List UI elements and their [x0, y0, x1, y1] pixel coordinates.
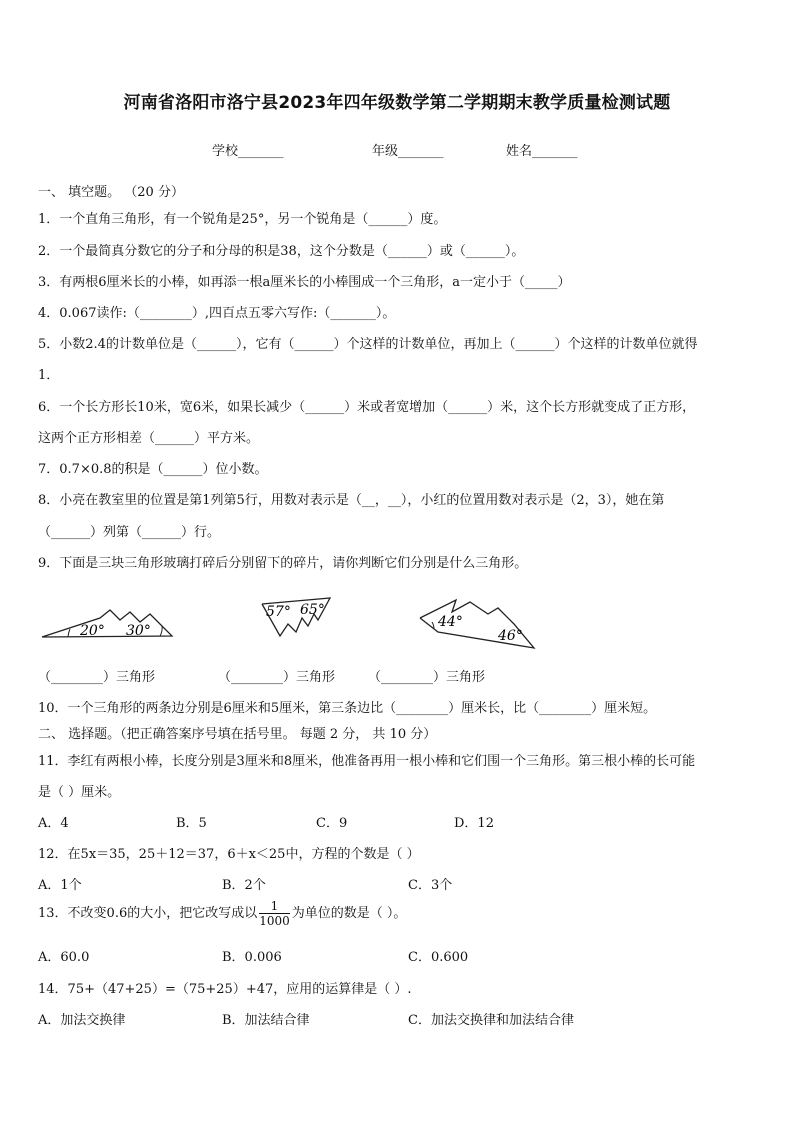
question-6: 6．一个长方形长10米，宽6米，如果长减少（______）米或者宽增加（______）米，这个长方形就变成了正方形，	[38, 400, 696, 415]
q9-answer-3: （________）三角形	[368, 670, 486, 685]
question-5-cont: 1．	[38, 368, 60, 383]
q14-option-c: C．加法交换律和加法结合律	[408, 1013, 574, 1028]
shard-2-angle-b: 65°	[300, 602, 325, 618]
question-1: 1．一个直角三角形，有一个锐角是25°，另一个锐角是（______）度。	[38, 212, 447, 227]
q11-option-b: B．5	[176, 816, 207, 831]
q13-option-a: A．60.0	[38, 950, 90, 965]
q13-text-after: 为单位的数是（ ）。	[291, 906, 407, 921]
q11-option-a: A．4	[38, 816, 69, 831]
q14-option-a: A．加法交换律	[38, 1013, 126, 1028]
triangle-shard-1	[40, 598, 180, 644]
q13-option-b: B．0.006	[222, 950, 282, 965]
shard-3-angle-b: 46°	[498, 628, 523, 644]
section-2-heading: 二、 选择题。（把正确答案序号填在括号里。 每题 2 分， 共 10 分）	[38, 727, 437, 742]
question-14: 14．75+（47+25）=（75+25）+47，应用的运算律是（ ）.	[38, 982, 412, 997]
question-11-cont: 是（ ）厘米。	[38, 785, 121, 800]
question-9: 9．下面是三块三角形玻璃打碎后分别留下的碎片，请你判断它们分别是什么三角形。	[38, 556, 528, 571]
q13-numerator: 1	[259, 899, 290, 914]
shard-2-angle-a: 57°	[266, 604, 291, 620]
triangle-shard-3	[418, 596, 538, 650]
q12-option-b: B．2个	[222, 878, 266, 893]
question-10: 10．一个三角形的两条边分别是6厘米和5厘米，第三条边比（________）厘米长，比（________）厘米短。	[38, 701, 657, 716]
name-field: 姓名_______	[506, 144, 578, 159]
q12-option-c: C．3个	[408, 878, 453, 893]
question-5: 5．小数2.4的计数单位是（______），它有（______）个这样的计数单位，再加上（______）个这样的计数单位就得	[38, 337, 698, 352]
q11-option-d: D．12	[454, 816, 494, 831]
q13-option-c: C．0.600	[408, 950, 469, 965]
q11-option-c: C．9	[316, 816, 348, 831]
shard-1-angle-a: 20°	[80, 623, 105, 639]
school-field: 学校_______	[212, 144, 284, 159]
q9-answer-1: （________）三角形	[38, 670, 156, 685]
question-11: 11．李红有两根小棒，长度分别是3厘米和8厘米，他准备再用一根小棒和它们围一个三角形。第三根小棒的长可能	[38, 754, 696, 769]
shard-3-angle-a: 44°	[438, 614, 463, 630]
q14-option-b: B．加法结合律	[222, 1013, 310, 1028]
question-2: 2．一个最简真分数它的分子和分母的积是38，这个分数是（______）或（______）。	[38, 244, 525, 259]
question-13	[38, 899, 406, 928]
question-8-cont: （______）列第（______）行。	[38, 525, 221, 540]
triangle-shard-2	[258, 596, 334, 640]
shard-1-angle-b: 30°	[126, 623, 151, 639]
section-1-heading: 一、 填空题。 （20 分）	[38, 185, 184, 200]
q13-fraction	[259, 899, 290, 928]
question-7: 7．0.7×0.8的积是（______）位小数。	[38, 462, 268, 477]
q12-option-a: A．1个	[38, 878, 82, 893]
question-4: 4．0.067读作:（________）,四百点五零六写作:（_______）。	[38, 306, 396, 321]
question-8: 8．小亮在教室里的位置是第1列第5行，用数对表示是（__，__），小红的位置用数对表示是（2，3），她在第	[38, 493, 665, 508]
page-title: 河南省洛阳市洛宁县2023年四年级数学第二学期期末教学质量检测试题	[123, 93, 671, 113]
q13-denominator: 1000	[259, 914, 290, 928]
question-12: 12．在5x＝35，25＋12＝37，6＋x＜25中，方程的个数是（ ）	[38, 847, 420, 862]
question-3: 3．有两根6厘米长的小棒，如再添一根a厘米长的小棒围成一个三角形，a一定小于（_____）	[38, 275, 571, 290]
question-6-cont: 这两个正方形相差（______）平方米。	[38, 431, 260, 446]
grade-field: 年级_______	[372, 144, 444, 159]
q13-text-before: 13．不改变0.6的大小，把它改写成以	[38, 906, 258, 921]
q9-answer-2: （________）三角形	[218, 670, 336, 685]
